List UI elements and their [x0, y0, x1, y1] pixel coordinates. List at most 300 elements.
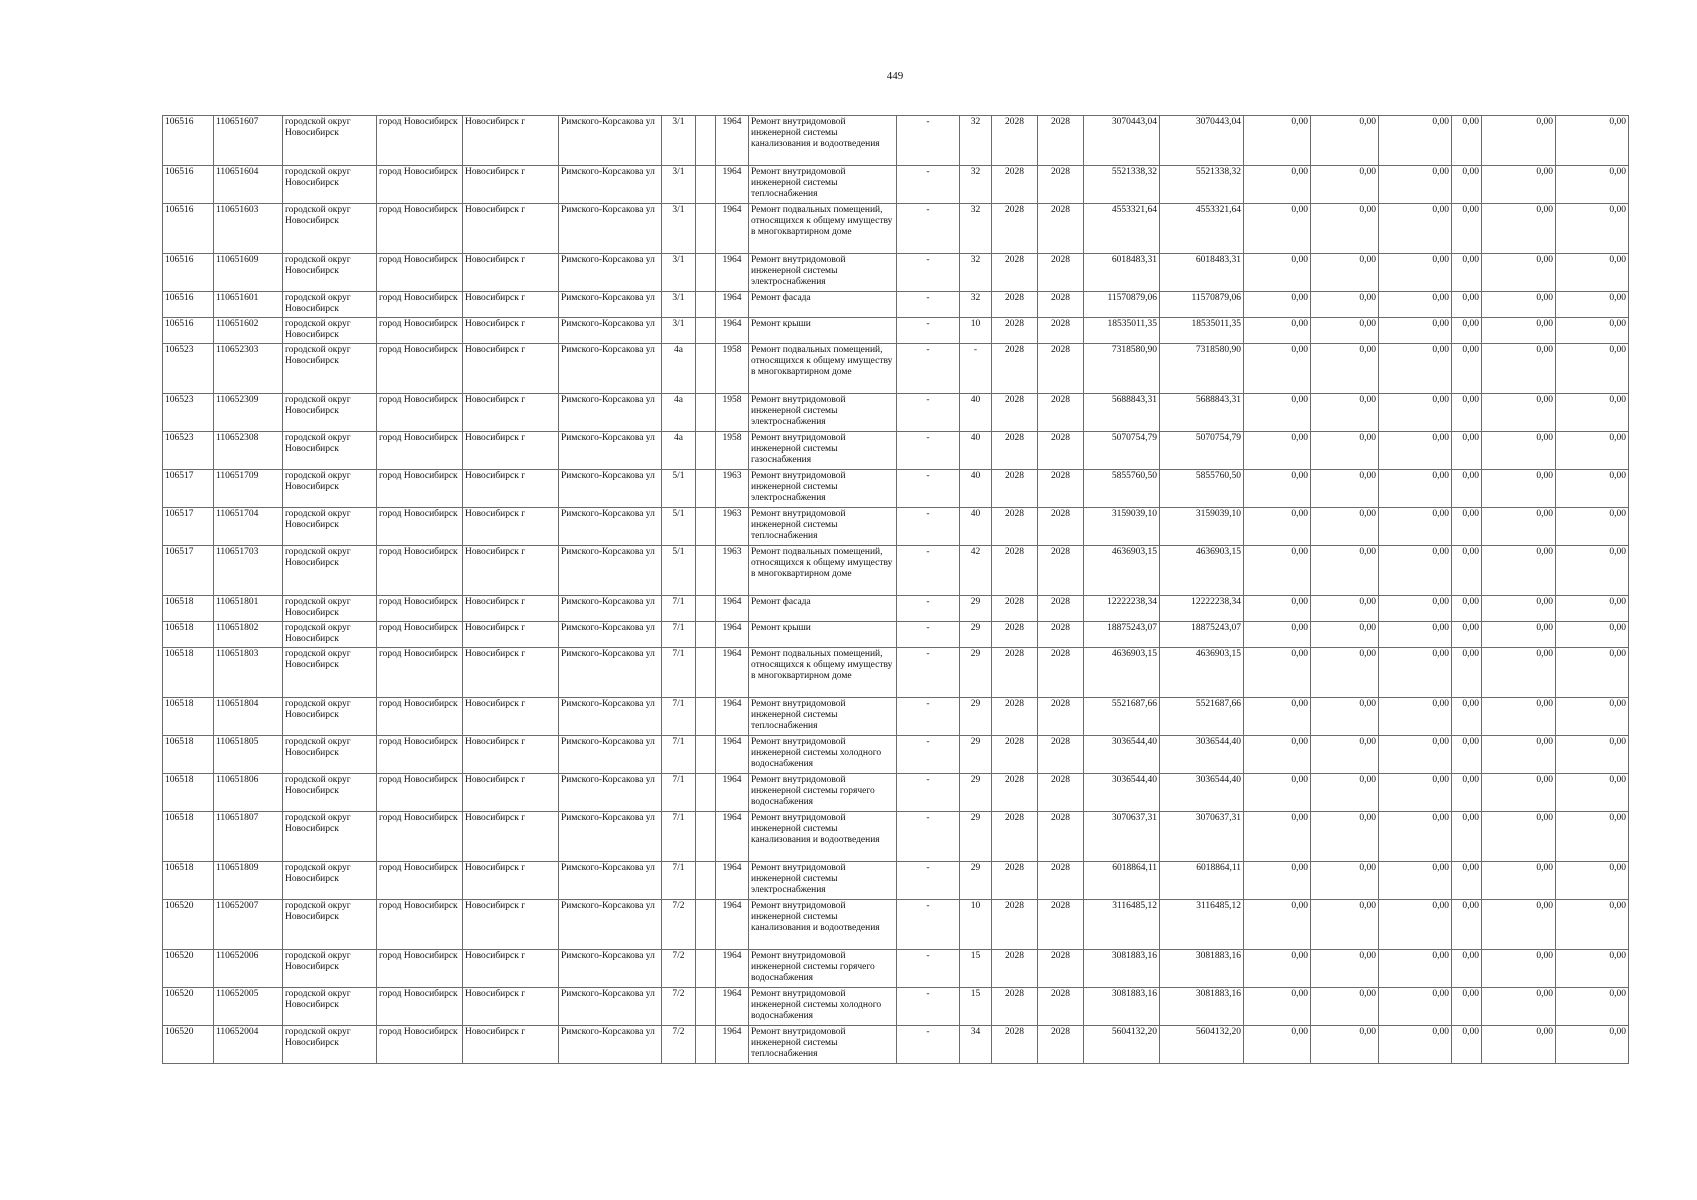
- street-cell: Римского-Корсакова ул: [559, 862, 662, 900]
- table-row: [163, 622, 1629, 648]
- table-row: [163, 812, 1629, 862]
- dash-cell: -: [897, 900, 960, 950]
- total-cost-cell: 5688843,31: [1084, 394, 1160, 432]
- plan-year-end-cell: 2028: [1038, 508, 1084, 546]
- settlement-cell: город Новосибирск: [377, 292, 463, 318]
- record-id-cell: 106520: [163, 950, 214, 988]
- municipality-cell: городской округ Новосибирск: [283, 774, 377, 812]
- plan-year-start-cell: 2028: [992, 950, 1038, 988]
- work-code-cell: 110651709: [214, 470, 283, 508]
- value-4-cell: 0,00: [1452, 736, 1482, 774]
- value-6-cell: 0,00: [1556, 950, 1629, 988]
- work-type-cell: Ремонт фасада: [749, 292, 897, 318]
- street-cell: Римского-Корсакова ул: [559, 292, 662, 318]
- building-extra-cell: [696, 204, 716, 254]
- dash-cell: -: [897, 950, 960, 988]
- municipality-cell: городской округ Новосибирск: [283, 116, 377, 166]
- value-1-cell: 0,00: [1244, 204, 1311, 254]
- total-cost-cell: 3070443,04: [1084, 116, 1160, 166]
- build-year-cell: 1964: [716, 116, 749, 166]
- municipality-cell: городской округ Новосибирск: [283, 318, 377, 344]
- record-id-cell: 106518: [163, 648, 214, 698]
- building-extra-cell: [696, 292, 716, 318]
- building-extra-cell: [696, 648, 716, 698]
- value-3-cell: 0,00: [1379, 546, 1452, 596]
- street-cell: Римского-Корсакова ул: [559, 648, 662, 698]
- value-5-cell: 0,00: [1482, 254, 1556, 292]
- work-type-cell: Ремонт внутридомовой инженерной системы теплоснабжения: [749, 166, 897, 204]
- settlement-cell: город Новосибирск: [377, 648, 463, 698]
- value-5-cell: 0,00: [1482, 812, 1556, 862]
- dash-cell: -: [897, 254, 960, 292]
- value-4-cell: 0,00: [1452, 432, 1482, 470]
- work-code-cell: 110651703: [214, 546, 283, 596]
- table-row: [163, 648, 1629, 698]
- record-id-cell: 106516: [163, 166, 214, 204]
- value-6-cell: 0,00: [1556, 988, 1629, 1026]
- value-2-cell: 0,00: [1311, 812, 1379, 862]
- building-extra-cell: [696, 470, 716, 508]
- build-year-cell: 1964: [716, 292, 749, 318]
- work-type-cell: Ремонт подвальных помещений, относящихся к общему имуществу в многоквартирном доме: [749, 546, 897, 596]
- value-3-cell: 0,00: [1379, 292, 1452, 318]
- settlement-cell: город Новосибирск: [377, 622, 463, 648]
- value-1-cell: 0,00: [1244, 318, 1311, 344]
- fund-cost-cell: 5521687,66: [1160, 698, 1244, 736]
- total-cost-cell: 4636903,15: [1084, 546, 1160, 596]
- street-cell: Римского-Корсакова ул: [559, 736, 662, 774]
- build-year-cell: 1964: [716, 900, 749, 950]
- build-year-cell: 1958: [716, 344, 749, 394]
- quantity-cell: 29: [960, 648, 992, 698]
- plan-year-end-cell: 2028: [1038, 292, 1084, 318]
- dash-cell: -: [897, 470, 960, 508]
- value-6-cell: 0,00: [1556, 318, 1629, 344]
- plan-year-end-cell: 2028: [1038, 596, 1084, 622]
- build-year-cell: 1964: [716, 950, 749, 988]
- value-6-cell: 0,00: [1556, 394, 1629, 432]
- dash-cell: -: [897, 988, 960, 1026]
- value-6-cell: 0,00: [1556, 254, 1629, 292]
- work-code-cell: 110652007: [214, 900, 283, 950]
- dash-cell: -: [897, 546, 960, 596]
- fund-cost-cell: 3070637,31: [1160, 812, 1244, 862]
- value-2-cell: 0,00: [1311, 862, 1379, 900]
- value-6-cell: 0,00: [1556, 344, 1629, 394]
- municipality-cell: городской округ Новосибирск: [283, 900, 377, 950]
- building-extra-cell: [696, 736, 716, 774]
- value-3-cell: 0,00: [1379, 318, 1452, 344]
- house-number-cell: 7/1: [662, 774, 696, 812]
- house-number-cell: 7/2: [662, 900, 696, 950]
- value-2-cell: 0,00: [1311, 736, 1379, 774]
- dash-cell: -: [897, 622, 960, 648]
- plan-year-start-cell: 2028: [992, 622, 1038, 648]
- value-4-cell: 0,00: [1452, 1026, 1482, 1064]
- house-number-cell: 3/1: [662, 166, 696, 204]
- dash-cell: -: [897, 736, 960, 774]
- street-cell: Римского-Корсакова ул: [559, 622, 662, 648]
- settlement-cell: город Новосибирск: [377, 546, 463, 596]
- dash-cell: -: [897, 698, 960, 736]
- value-6-cell: 0,00: [1556, 1026, 1629, 1064]
- record-id-cell: 106516: [163, 318, 214, 344]
- building-extra-cell: [696, 432, 716, 470]
- fund-cost-cell: 5855760,50: [1160, 470, 1244, 508]
- building-extra-cell: [696, 812, 716, 862]
- table-row: [163, 432, 1629, 470]
- work-code-cell: 110651809: [214, 862, 283, 900]
- city-cell: Новосибирск г: [463, 292, 559, 318]
- building-extra-cell: [696, 950, 716, 988]
- record-id-cell: 106516: [163, 292, 214, 318]
- value-1-cell: 0,00: [1244, 116, 1311, 166]
- dash-cell: -: [897, 812, 960, 862]
- settlement-cell: город Новосибирск: [377, 204, 463, 254]
- dash-cell: -: [897, 596, 960, 622]
- municipality-cell: городской округ Новосибирск: [283, 470, 377, 508]
- build-year-cell: 1964: [716, 1026, 749, 1064]
- work-type-cell: Ремонт крыши: [749, 318, 897, 344]
- value-2-cell: 0,00: [1311, 254, 1379, 292]
- quantity-cell: 32: [960, 116, 992, 166]
- value-3-cell: 0,00: [1379, 508, 1452, 546]
- building-extra-cell: [696, 862, 716, 900]
- city-cell: Новосибирск г: [463, 432, 559, 470]
- street-cell: Римского-Корсакова ул: [559, 394, 662, 432]
- fund-cost-cell: 6018864,11: [1160, 862, 1244, 900]
- house-number-cell: 4а: [662, 432, 696, 470]
- settlement-cell: город Новосибирск: [377, 900, 463, 950]
- municipality-cell: городской округ Новосибирск: [283, 1026, 377, 1064]
- value-2-cell: 0,00: [1311, 546, 1379, 596]
- work-type-cell: Ремонт внутридомовой инженерной системы электроснабжения: [749, 862, 897, 900]
- quantity-cell: 15: [960, 950, 992, 988]
- value-3-cell: 0,00: [1379, 812, 1452, 862]
- street-cell: Римского-Корсакова ул: [559, 204, 662, 254]
- record-id-cell: 106516: [163, 116, 214, 166]
- value-2-cell: 0,00: [1311, 470, 1379, 508]
- municipality-cell: городской округ Новосибирск: [283, 508, 377, 546]
- city-cell: Новосибирск г: [463, 344, 559, 394]
- value-2-cell: 0,00: [1311, 318, 1379, 344]
- quantity-cell: 29: [960, 812, 992, 862]
- record-id-cell: 106517: [163, 508, 214, 546]
- plan-year-start-cell: 2028: [992, 166, 1038, 204]
- table-row: [163, 1026, 1629, 1064]
- street-cell: Римского-Корсакова ул: [559, 344, 662, 394]
- settlement-cell: город Новосибирск: [377, 470, 463, 508]
- value-1-cell: 0,00: [1244, 988, 1311, 1026]
- value-1-cell: 0,00: [1244, 950, 1311, 988]
- value-1-cell: 0,00: [1244, 648, 1311, 698]
- value-2-cell: 0,00: [1311, 900, 1379, 950]
- quantity-cell: 34: [960, 1026, 992, 1064]
- work-type-cell: Ремонт внутридомовой инженерной системы канализования и водоотведения: [749, 116, 897, 166]
- dash-cell: -: [897, 432, 960, 470]
- value-2-cell: 0,00: [1311, 950, 1379, 988]
- value-1-cell: 0,00: [1244, 292, 1311, 318]
- quantity-cell: 40: [960, 508, 992, 546]
- total-cost-cell: 3070637,31: [1084, 812, 1160, 862]
- street-cell: Римского-Корсакова ул: [559, 596, 662, 622]
- value-2-cell: 0,00: [1311, 698, 1379, 736]
- value-4-cell: 0,00: [1452, 988, 1482, 1026]
- build-year-cell: 1964: [716, 254, 749, 292]
- work-code-cell: 110651806: [214, 774, 283, 812]
- building-extra-cell: [696, 318, 716, 344]
- city-cell: Новосибирск г: [463, 862, 559, 900]
- quantity-cell: 29: [960, 622, 992, 648]
- value-4-cell: 0,00: [1452, 622, 1482, 648]
- record-id-cell: 106516: [163, 204, 214, 254]
- value-4-cell: 0,00: [1452, 546, 1482, 596]
- work-type-cell: Ремонт внутридомовой инженерной системы теплоснабжения: [749, 1026, 897, 1064]
- plan-year-start-cell: 2028: [992, 648, 1038, 698]
- build-year-cell: 1964: [716, 622, 749, 648]
- value-6-cell: 0,00: [1556, 432, 1629, 470]
- plan-year-start-cell: 2028: [992, 988, 1038, 1026]
- quantity-cell: 32: [960, 204, 992, 254]
- city-cell: Новосибирск г: [463, 546, 559, 596]
- municipality-cell: городской округ Новосибирск: [283, 622, 377, 648]
- build-year-cell: 1964: [716, 862, 749, 900]
- settlement-cell: город Новосибирск: [377, 698, 463, 736]
- value-3-cell: 0,00: [1379, 774, 1452, 812]
- value-6-cell: 0,00: [1556, 166, 1629, 204]
- value-2-cell: 0,00: [1311, 116, 1379, 166]
- dash-cell: -: [897, 166, 960, 204]
- plan-year-start-cell: 2028: [992, 862, 1038, 900]
- fund-cost-cell: 3036544,40: [1160, 774, 1244, 812]
- building-extra-cell: [696, 344, 716, 394]
- page-number: 449: [886, 70, 904, 82]
- street-cell: Римского-Корсакова ул: [559, 774, 662, 812]
- fund-cost-cell: 3070443,04: [1160, 116, 1244, 166]
- dash-cell: -: [897, 204, 960, 254]
- build-year-cell: 1964: [716, 988, 749, 1026]
- total-cost-cell: 3081883,16: [1084, 950, 1160, 988]
- fund-cost-cell: 5521338,32: [1160, 166, 1244, 204]
- quantity-cell: -: [960, 344, 992, 394]
- settlement-cell: город Новосибирск: [377, 116, 463, 166]
- value-3-cell: 0,00: [1379, 596, 1452, 622]
- fund-cost-cell: 12222238,34: [1160, 596, 1244, 622]
- house-number-cell: 7/2: [662, 950, 696, 988]
- total-cost-cell: 7318580,90: [1084, 344, 1160, 394]
- record-id-cell: 106517: [163, 470, 214, 508]
- value-2-cell: 0,00: [1311, 596, 1379, 622]
- plan-year-end-cell: 2028: [1038, 432, 1084, 470]
- dash-cell: -: [897, 116, 960, 166]
- house-number-cell: 5/1: [662, 546, 696, 596]
- fund-cost-cell: 3081883,16: [1160, 950, 1244, 988]
- plan-year-start-cell: 2028: [992, 774, 1038, 812]
- street-cell: Римского-Корсакова ул: [559, 988, 662, 1026]
- house-number-cell: 4а: [662, 344, 696, 394]
- fund-cost-cell: 6018483,31: [1160, 254, 1244, 292]
- work-code-cell: 110652004: [214, 1026, 283, 1064]
- value-4-cell: 0,00: [1452, 648, 1482, 698]
- work-code-cell: 110651609: [214, 254, 283, 292]
- value-1-cell: 0,00: [1244, 166, 1311, 204]
- quantity-cell: 32: [960, 292, 992, 318]
- work-code-cell: 110651604: [214, 166, 283, 204]
- building-extra-cell: [696, 1026, 716, 1064]
- build-year-cell: 1964: [716, 166, 749, 204]
- street-cell: Римского-Корсакова ул: [559, 508, 662, 546]
- building-extra-cell: [696, 774, 716, 812]
- value-3-cell: 0,00: [1379, 166, 1452, 204]
- table-row: [163, 394, 1629, 432]
- total-cost-cell: 18875243,07: [1084, 622, 1160, 648]
- total-cost-cell: 5521338,32: [1084, 166, 1160, 204]
- municipality-cell: городской округ Новосибирск: [283, 698, 377, 736]
- work-code-cell: 110652309: [214, 394, 283, 432]
- plan-year-start-cell: 2028: [992, 736, 1038, 774]
- value-6-cell: 0,00: [1556, 546, 1629, 596]
- fund-cost-cell: 3081883,16: [1160, 988, 1244, 1026]
- building-extra-cell: [696, 166, 716, 204]
- street-cell: Римского-Корсакова ул: [559, 812, 662, 862]
- value-2-cell: 0,00: [1311, 988, 1379, 1026]
- value-5-cell: 0,00: [1482, 508, 1556, 546]
- value-2-cell: 0,00: [1311, 204, 1379, 254]
- building-extra-cell: [696, 900, 716, 950]
- total-cost-cell: 3036544,40: [1084, 736, 1160, 774]
- fund-cost-cell: 18535011,35: [1160, 318, 1244, 344]
- settlement-cell: город Новосибирск: [377, 988, 463, 1026]
- dash-cell: -: [897, 508, 960, 546]
- value-4-cell: 0,00: [1452, 344, 1482, 394]
- table-row: [163, 470, 1629, 508]
- city-cell: Новосибирск г: [463, 812, 559, 862]
- work-code-cell: 110651803: [214, 648, 283, 698]
- plan-year-end-cell: 2028: [1038, 470, 1084, 508]
- work-code-cell: 110651704: [214, 508, 283, 546]
- record-id-cell: 106518: [163, 698, 214, 736]
- house-number-cell: 5/1: [662, 508, 696, 546]
- record-id-cell: 106518: [163, 622, 214, 648]
- value-5-cell: 0,00: [1482, 470, 1556, 508]
- work-code-cell: 110652303: [214, 344, 283, 394]
- quantity-cell: 40: [960, 470, 992, 508]
- total-cost-cell: 3116485,12: [1084, 900, 1160, 950]
- work-type-cell: Ремонт внутридомовой инженерной системы горячего водоснабжения: [749, 950, 897, 988]
- quantity-cell: 32: [960, 254, 992, 292]
- work-type-cell: Ремонт фасада: [749, 596, 897, 622]
- quantity-cell: 10: [960, 900, 992, 950]
- value-5-cell: 0,00: [1482, 950, 1556, 988]
- settlement-cell: город Новосибирск: [377, 950, 463, 988]
- municipality-cell: городской округ Новосибирск: [283, 254, 377, 292]
- value-5-cell: 0,00: [1482, 394, 1556, 432]
- settlement-cell: город Новосибирск: [377, 508, 463, 546]
- record-id-cell: 106523: [163, 344, 214, 394]
- street-cell: Римского-Корсакова ул: [559, 166, 662, 204]
- table-row: [163, 950, 1629, 988]
- dash-cell: -: [897, 394, 960, 432]
- house-number-cell: 7/1: [662, 622, 696, 648]
- building-extra-cell: [696, 394, 716, 432]
- work-type-cell: Ремонт подвальных помещений, относящихся к общему имуществу в многоквартирном доме: [749, 648, 897, 698]
- value-1-cell: 0,00: [1244, 774, 1311, 812]
- municipality-cell: городской округ Новосибирск: [283, 812, 377, 862]
- build-year-cell: 1963: [716, 508, 749, 546]
- value-4-cell: 0,00: [1452, 292, 1482, 318]
- settlement-cell: город Новосибирск: [377, 254, 463, 292]
- dash-cell: -: [897, 862, 960, 900]
- value-3-cell: 0,00: [1379, 988, 1452, 1026]
- value-1-cell: 0,00: [1244, 344, 1311, 394]
- fund-cost-cell: 5070754,79: [1160, 432, 1244, 470]
- city-cell: Новосибирск г: [463, 318, 559, 344]
- fund-cost-cell: 3116485,12: [1160, 900, 1244, 950]
- building-extra-cell: [696, 622, 716, 648]
- build-year-cell: 1963: [716, 546, 749, 596]
- city-cell: Новосибирск г: [463, 166, 559, 204]
- plan-year-end-cell: 2028: [1038, 254, 1084, 292]
- house-number-cell: 7/1: [662, 648, 696, 698]
- build-year-cell: 1964: [716, 204, 749, 254]
- house-number-cell: 3/1: [662, 292, 696, 318]
- city-cell: Новосибирск г: [463, 254, 559, 292]
- municipality-cell: городской округ Новосибирск: [283, 736, 377, 774]
- plan-year-end-cell: 2028: [1038, 900, 1084, 950]
- plan-year-end-cell: 2028: [1038, 862, 1084, 900]
- value-5-cell: 0,00: [1482, 648, 1556, 698]
- work-type-cell: Ремонт внутридомовой инженерной системы газоснабжения: [749, 432, 897, 470]
- plan-year-end-cell: 2028: [1038, 116, 1084, 166]
- work-code-cell: 110651601: [214, 292, 283, 318]
- record-id-cell: 106523: [163, 394, 214, 432]
- fund-cost-cell: 4636903,15: [1160, 546, 1244, 596]
- value-6-cell: 0,00: [1556, 292, 1629, 318]
- dash-cell: -: [897, 648, 960, 698]
- value-3-cell: 0,00: [1379, 432, 1452, 470]
- settlement-cell: город Новосибирск: [377, 812, 463, 862]
- value-2-cell: 0,00: [1311, 166, 1379, 204]
- work-code-cell: 110651802: [214, 622, 283, 648]
- city-cell: Новосибирск г: [463, 470, 559, 508]
- total-cost-cell: 5604132,20: [1084, 1026, 1160, 1064]
- plan-year-end-cell: 2028: [1038, 988, 1084, 1026]
- fund-cost-cell: 4636903,15: [1160, 648, 1244, 698]
- plan-year-end-cell: 2028: [1038, 318, 1084, 344]
- quantity-cell: 29: [960, 698, 992, 736]
- city-cell: Новосибирск г: [463, 774, 559, 812]
- value-6-cell: 0,00: [1556, 698, 1629, 736]
- fund-cost-cell: 3036544,40: [1160, 736, 1244, 774]
- value-1-cell: 0,00: [1244, 900, 1311, 950]
- value-1-cell: 0,00: [1244, 470, 1311, 508]
- work-code-cell: 110651602: [214, 318, 283, 344]
- quantity-cell: 42: [960, 546, 992, 596]
- build-year-cell: 1964: [716, 596, 749, 622]
- value-4-cell: 0,00: [1452, 698, 1482, 736]
- value-3-cell: 0,00: [1379, 254, 1452, 292]
- city-cell: Новосибирск г: [463, 204, 559, 254]
- build-year-cell: 1958: [716, 432, 749, 470]
- building-extra-cell: [696, 116, 716, 166]
- dash-cell: -: [897, 318, 960, 344]
- value-4-cell: 0,00: [1452, 774, 1482, 812]
- municipality-cell: городской округ Новосибирск: [283, 292, 377, 318]
- value-3-cell: 0,00: [1379, 204, 1452, 254]
- house-number-cell: 7/2: [662, 1026, 696, 1064]
- work-type-cell: Ремонт внутридомовой инженерной системы горячего водоснабжения: [749, 774, 897, 812]
- work-code-cell: 110652308: [214, 432, 283, 470]
